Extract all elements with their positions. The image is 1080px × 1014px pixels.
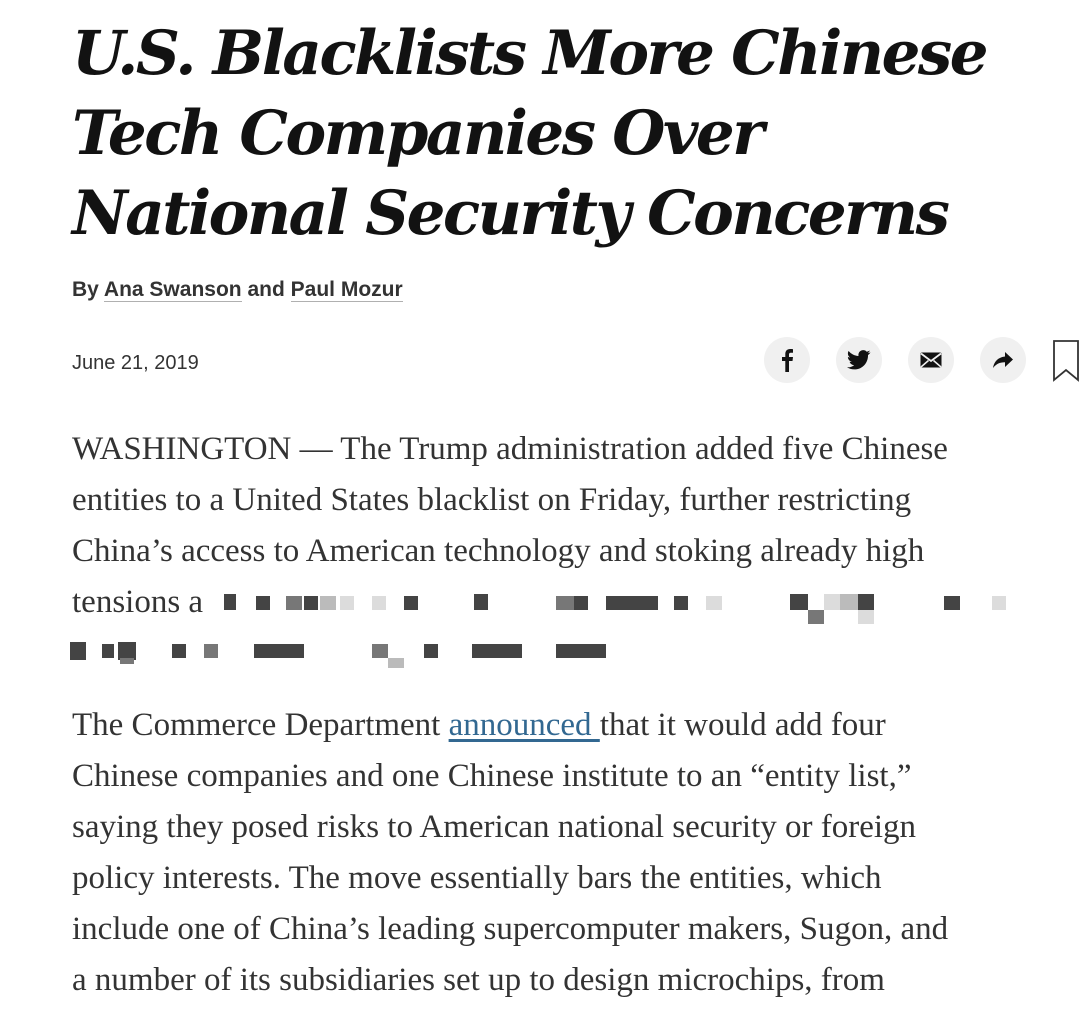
paragraph-line: tensions a bbox=[72, 584, 204, 620]
facebook-share-button[interactable] bbox=[764, 337, 810, 383]
email-icon bbox=[920, 352, 942, 368]
bookmark-button[interactable] bbox=[1052, 340, 1080, 387]
share-arrow-icon bbox=[992, 351, 1014, 369]
byline-conjunction: and bbox=[247, 278, 285, 301]
twitter-share-button[interactable] bbox=[836, 337, 882, 383]
announced-link[interactable]: announced bbox=[448, 707, 600, 743]
paragraph-line: policy interests. The move essentially bars the entities, which bbox=[72, 860, 882, 896]
paragraph-text: that it would add four bbox=[599, 707, 886, 743]
facebook-icon bbox=[780, 348, 794, 372]
more-share-button[interactable] bbox=[980, 337, 1026, 383]
author-link-paul-mozur[interactable]: Paul Mozur bbox=[290, 278, 403, 301]
article-headline bbox=[72, 14, 987, 254]
byline-prefix: By bbox=[72, 278, 99, 301]
twitter-icon bbox=[847, 350, 871, 370]
headline-line: U.S. Blacklists More Chinese bbox=[72, 18, 987, 89]
paragraph-line: WASHINGTON — The Trump administration added five Chinese bbox=[72, 431, 948, 467]
headline-line: Tech Companies Over bbox=[72, 98, 762, 169]
headline-line: National Security Concerns bbox=[72, 178, 948, 249]
paragraph-line: include one of China’s leading supercomputer makers, Sugon, and bbox=[72, 911, 949, 947]
paragraph-line bbox=[72, 700, 1072, 751]
paragraph-line: China’s access to American technology and stoking already high bbox=[72, 533, 925, 569]
bookmark-icon bbox=[1052, 369, 1080, 386]
byline bbox=[72, 278, 403, 302]
paragraph-text: The Commerce Department bbox=[72, 707, 449, 743]
publish-date: June 21, 2019 bbox=[72, 352, 199, 374]
paragraph-line: a number of its subsidiaries set up to design microchips, from bbox=[72, 962, 885, 998]
paragraph-line: Chinese companies and one Chinese institute to an “entity list,” bbox=[72, 758, 912, 794]
author-link-ana-swanson[interactable]: Ana Swanson bbox=[103, 278, 242, 301]
email-share-button[interactable] bbox=[908, 337, 954, 383]
paragraph-line: entities to a United States blacklist on Friday, further restricting bbox=[72, 482, 912, 518]
paragraph-line: saying they posed risks to American national security or foreign bbox=[72, 809, 917, 845]
article-paragraph-2 bbox=[72, 700, 1072, 1006]
